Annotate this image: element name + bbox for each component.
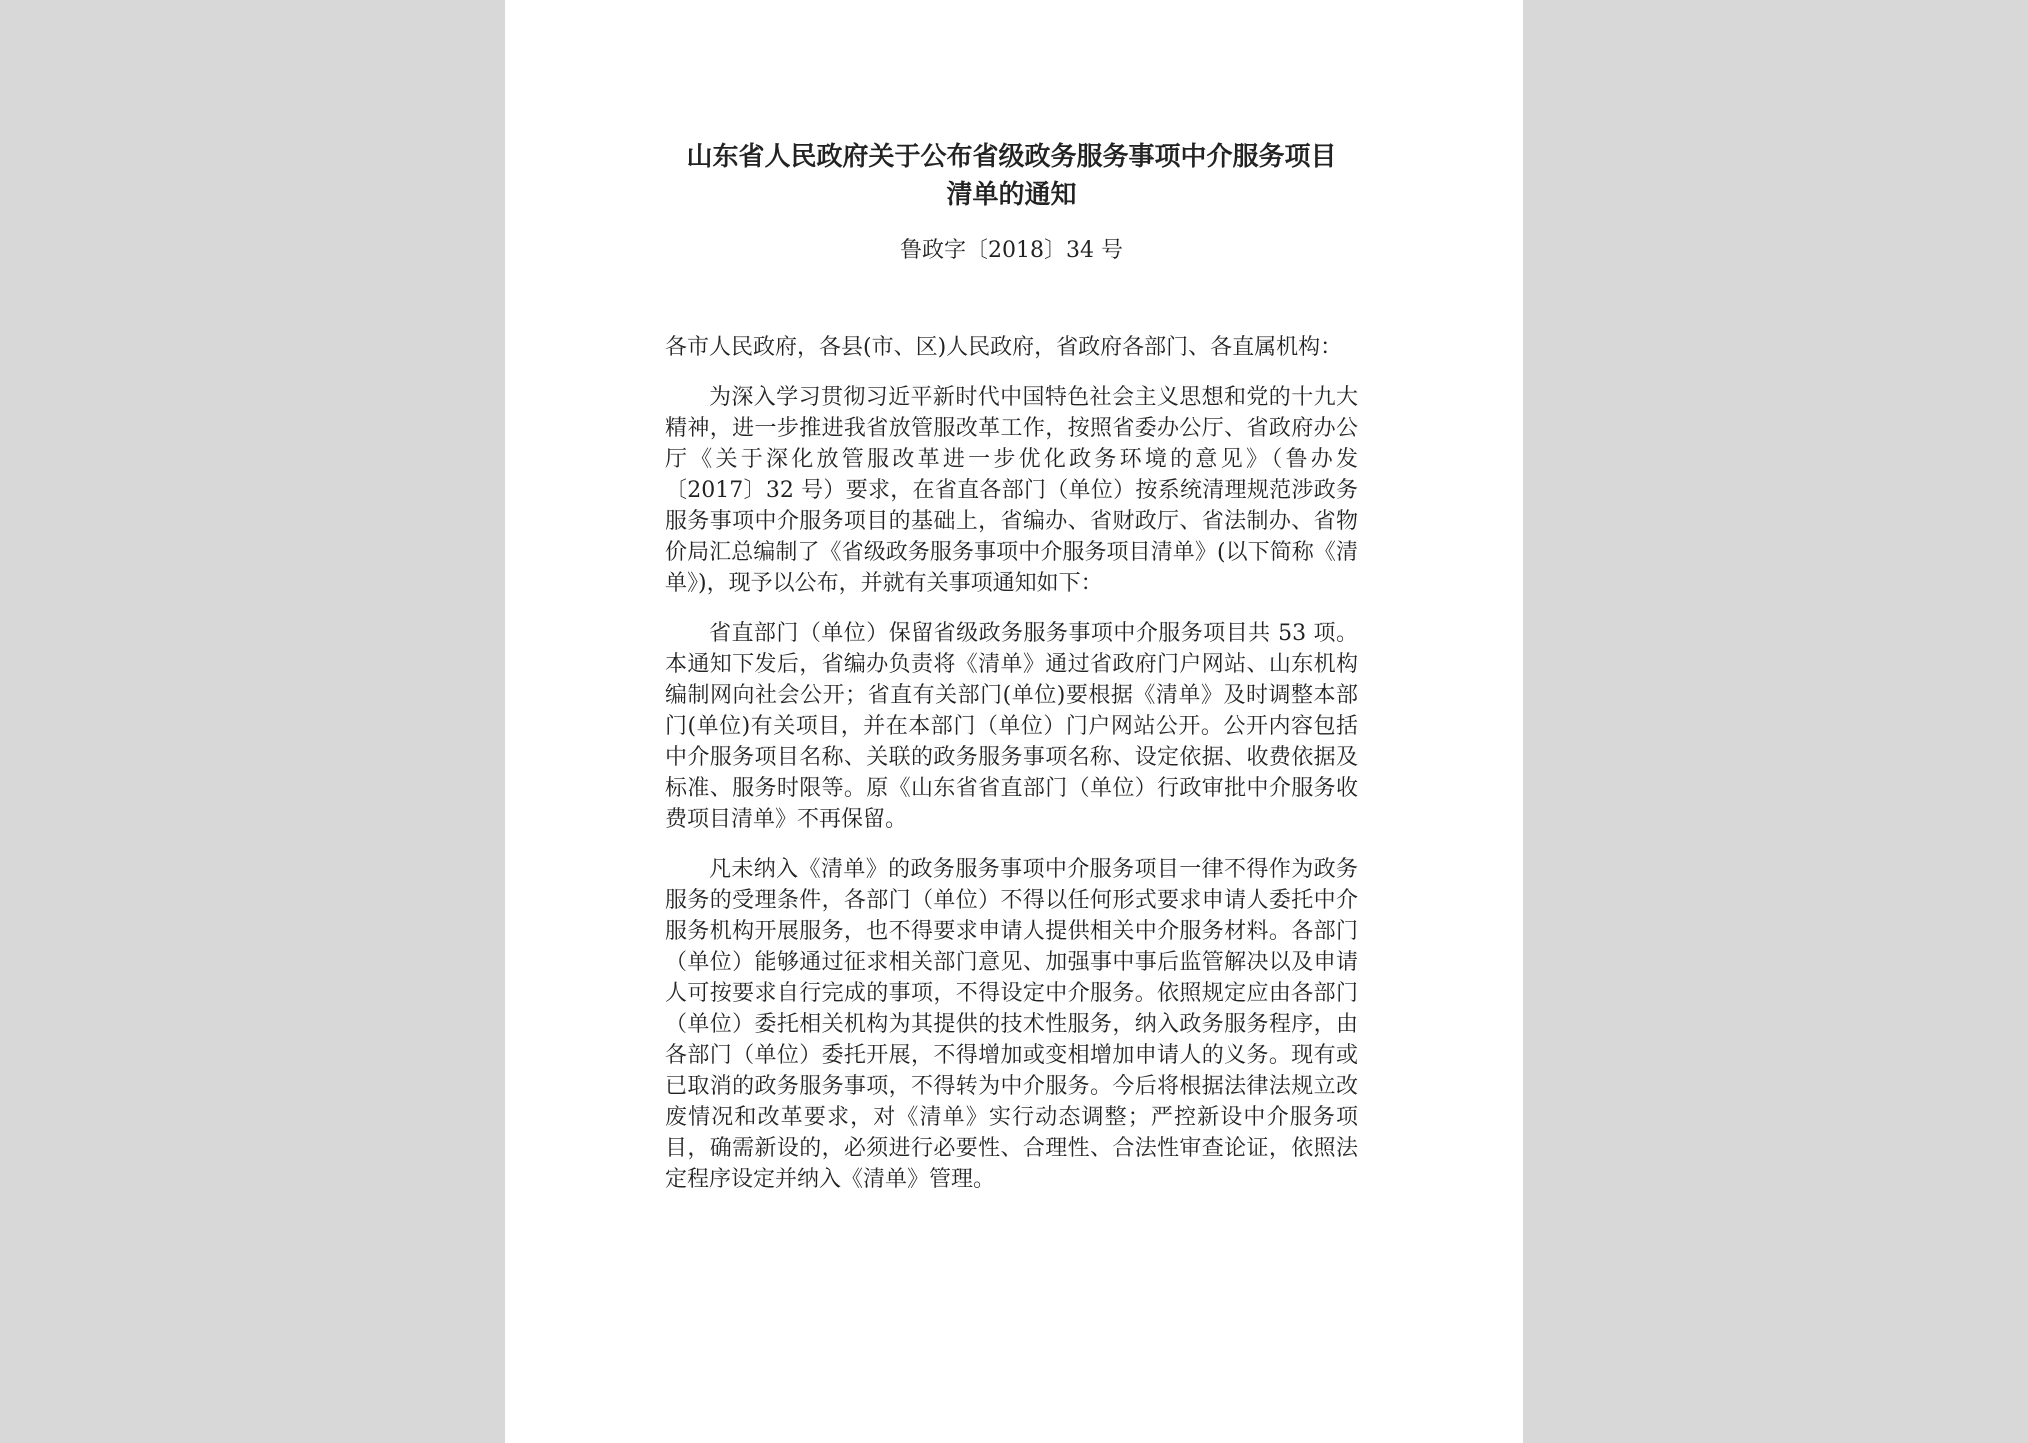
paragraph-1: 为深入学习贯彻习近平新时代中国特色社会主义思想和党的十九大精神，进一步推进我省放管服改革工作，按照省委办公厅、省政府办公厅《关于深化放管服改革进一步优化政务环境的意见》（鲁办发〔2017〕32 号）要求，在省直各部门（单位）按系统清理规范涉政务服务事项中介服务项目的基础上，省编办、省财政厅、省法制办、省物价局汇总编制了《省级政务服务事项中介服务项目清单》(以下简称《清单》)，现予以公布，并就有关事项通知如下： bbox=[665, 385, 1358, 596]
paragraph-2: 省直部门（单位）保留省级政务服务事项中介服务项目共 53 项。本通知下发后，省编办负责将《清单》通过省政府门户网站、山东机构编制网向社会公开；省直有关部门(单位)要根据《清单》及时调整本部门(单位)有关项目，并在本部门（单位）门户网站公开。公开内容包括中介服务项目名称、关联的政务服务事项名称、设定依据、收费依据及标准、服务时限等。原《山东省省直部门（单位）行政审批中介服务收费项目清单》不再保留。 bbox=[665, 621, 1358, 832]
salutation: 各市人民政府，各县(市、区)人民政府，省政府各部门、各直属机构： bbox=[665, 335, 1343, 360]
paragraph-3: 凡未纳入《清单》的政务服务事项中介服务项目一律不得作为政务服务的受理条件，各部门（单位）不得以任何形式要求申请人委托中介服务机构开展服务，也不得要求申请人提供相关中介服务材料。各部门（单位）能够通过征求相关部门意见、加强事中事后监管解决以及申请人可按要求自行完成的事项，不得设定中介服务。依照规定应由各部门（单位）委托相关机构为其提供的技术性服务，纳入政务服务程序，由各部门（单位）委托开展，不得增加或变相增加申请人的义务。现有或已取消的政务服务事项，不得转为中介服务。今后将根据法律法规立改废情况和改革要求，对《清单》实行动态调整；严控新设中介服务项目，确需新设的，必须进行必要性、合理性、合法性审查论证，依照法定程序设定并纳入《清单》管理。 bbox=[665, 857, 1358, 1192]
document-page bbox=[505, 0, 1523, 1443]
title-line-2: 清单的通知 bbox=[946, 180, 1077, 210]
document-number: 鲁政字〔2018〕34 号 bbox=[900, 238, 1123, 263]
title-line-1: 山东省人民政府关于公布省级政务服务事项中介服务项目 bbox=[686, 142, 1337, 172]
document-title bbox=[665, 138, 1358, 214]
